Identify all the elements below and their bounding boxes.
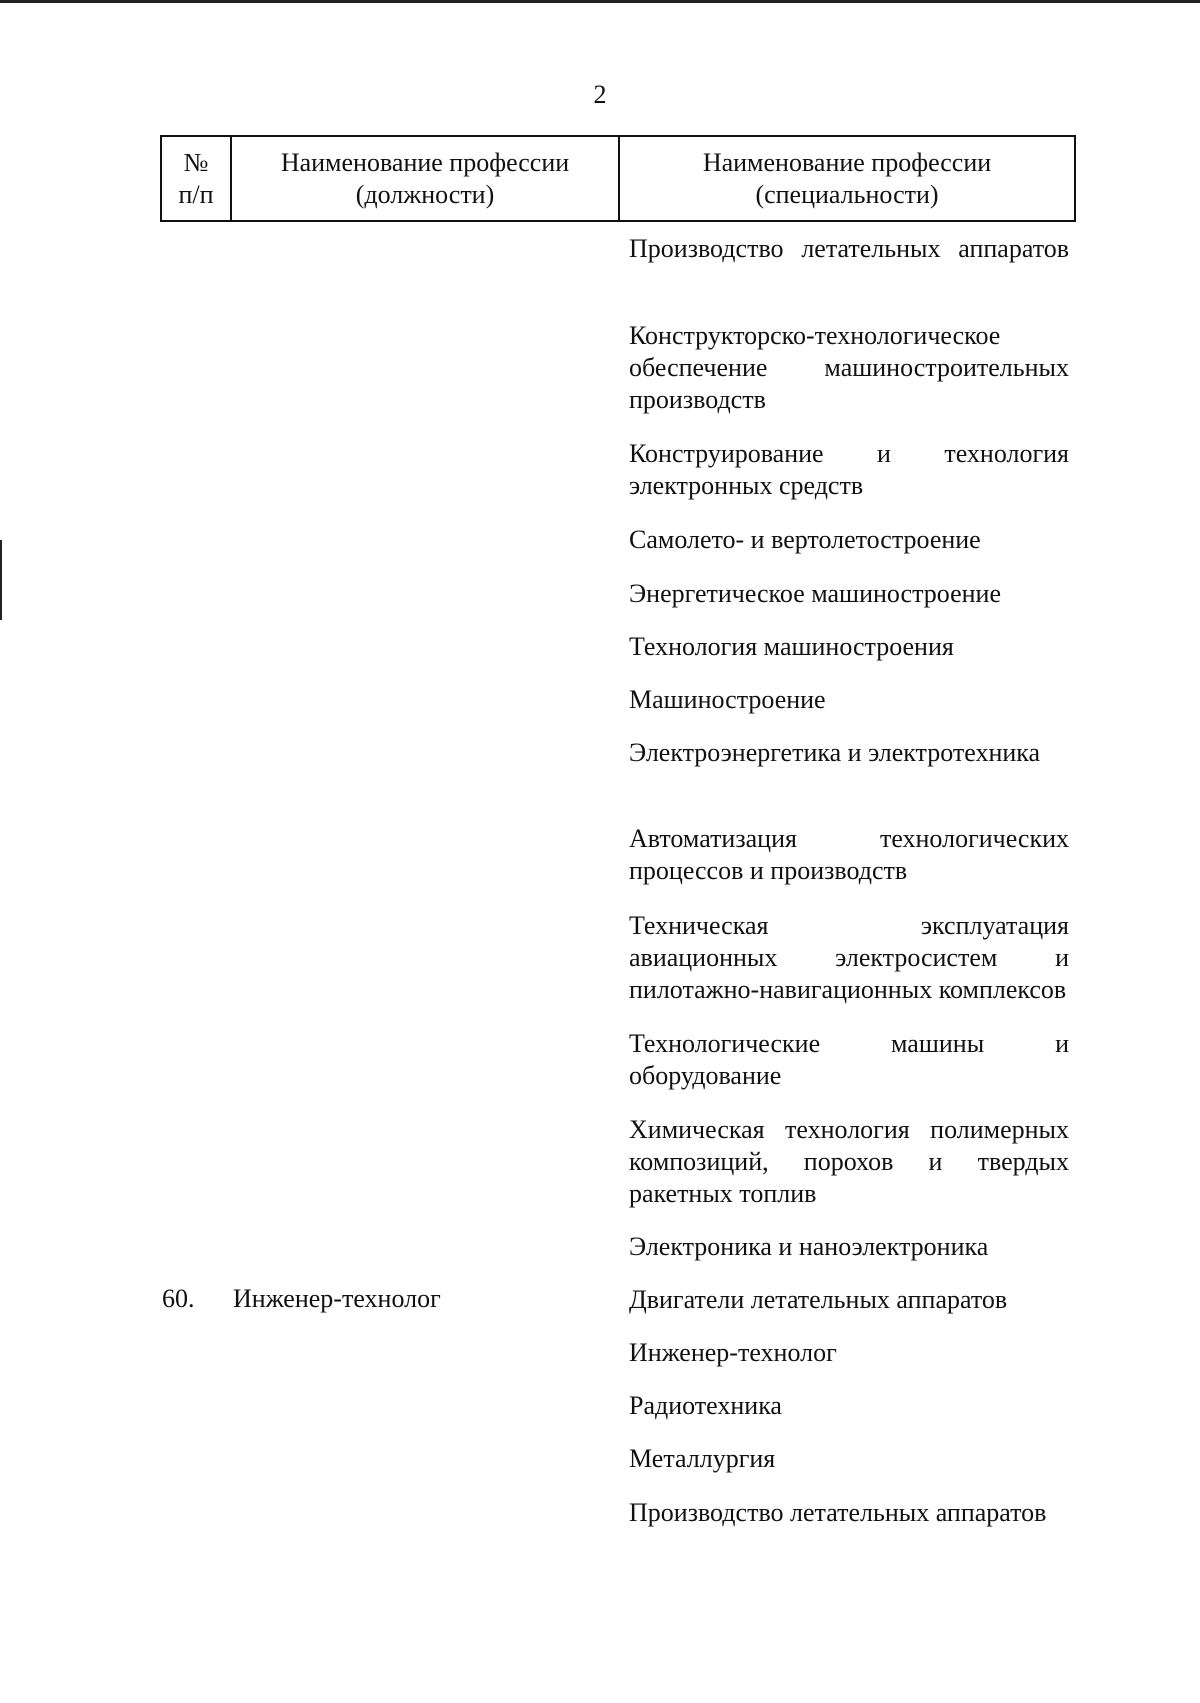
specialty-item: Техническая эксплуатация авиационных электросистем и пилотажно-навигационных комплексов — [629, 911, 1069, 1004]
entry-number: 60. — [162, 1284, 195, 1313]
specialty-item: Машиностроение — [629, 685, 826, 714]
specialty-item: Энергетическое машиностроение — [629, 579, 1001, 608]
specialty-item: Технология машиностроения — [629, 632, 954, 661]
specialty-item: Автоматизация технологических процессов и производств — [629, 824, 1069, 885]
specialty-item: Двигатели летательных аппаратов — [629, 1285, 1008, 1314]
specialty-item: Химическая технология полимерных композиций, порохов и твердых ракетных топлив — [629, 1115, 1069, 1208]
specialty-item: Инженер-технолог — [629, 1338, 837, 1367]
table-header — [160, 135, 1076, 222]
scan-top-edge — [0, 0, 1200, 3]
header-specialty-line1: Наименование профессии — [702, 147, 992, 177]
header-position-line2: (должности) — [355, 179, 495, 209]
specialty-item: Технологические машины и оборудование — [629, 1029, 1069, 1090]
entry-position: Инженер-технолог — [233, 1284, 441, 1313]
specialty-item: Производство летательных аппаратов — [629, 1498, 1047, 1527]
header-specialty-line2: (специальности) — [755, 179, 939, 209]
header-specialty-cell — [620, 137, 1074, 220]
specialty-item: Радиотехника — [629, 1391, 782, 1420]
specialty-item: Металлургия — [629, 1444, 776, 1473]
specialty-item: Электроэнергетика и электротехника — [629, 738, 1041, 767]
page-number: 2 — [593, 80, 607, 109]
header-number-line2: п/п — [178, 179, 214, 209]
specialty-item: Конструирование и технология электронных средств — [629, 439, 1069, 500]
specialty-item: Самолето- и вертолетостроение — [629, 525, 981, 554]
header-number-cell — [162, 137, 232, 220]
specialty-item: Электроника и наноэлектроника — [629, 1232, 989, 1261]
header-number-line1: № — [183, 147, 209, 177]
header-position-line1: Наименование профессии — [280, 147, 570, 177]
header-position-cell — [232, 137, 620, 220]
specialty-item: Конструкторско-технологическое обеспечение машиностроительных производств — [629, 321, 1069, 414]
specialty-item: Производство летательных аппаратов — [629, 234, 1069, 263]
scan-left-edge — [0, 540, 2, 620]
